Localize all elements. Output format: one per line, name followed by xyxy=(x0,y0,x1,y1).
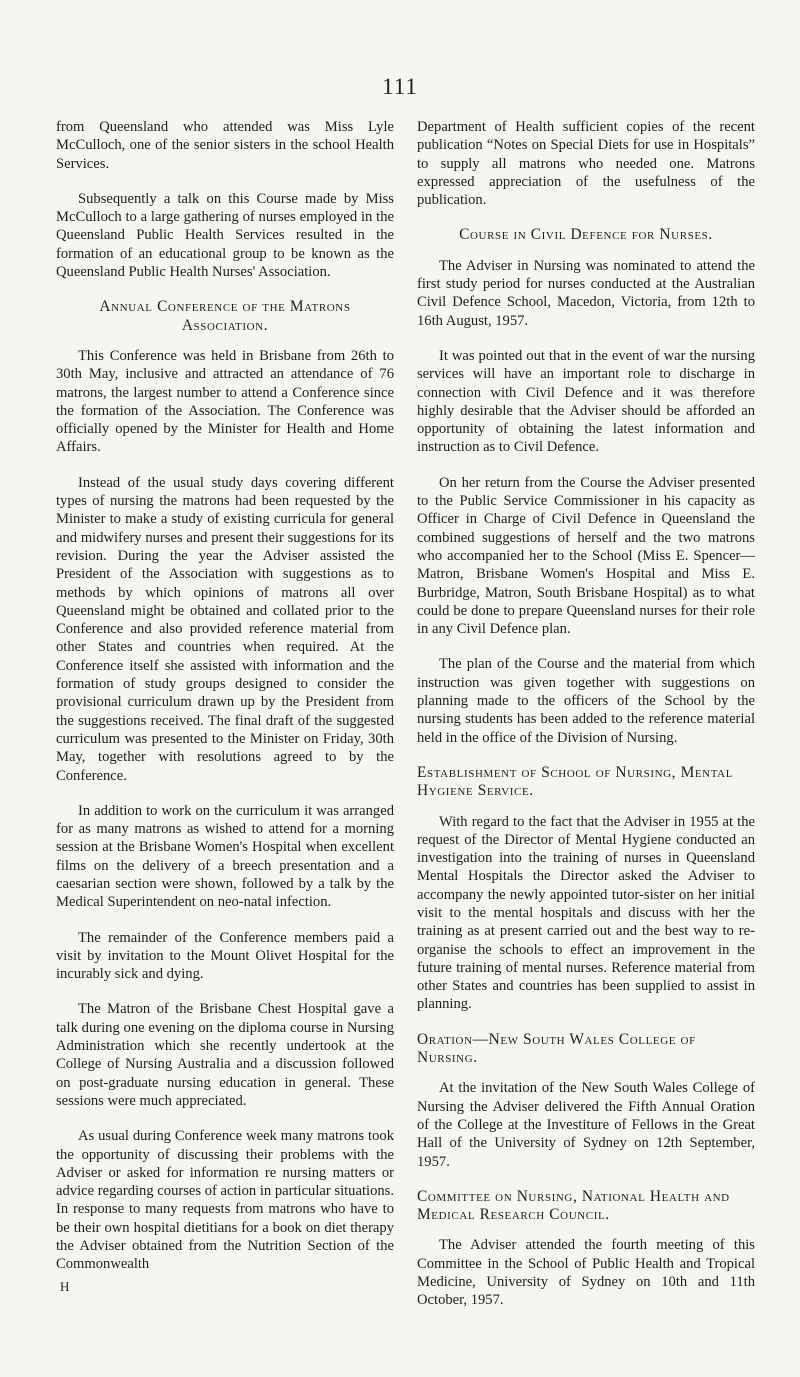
paragraph-conference-held: This Conference was held in Brisbane from 26th to 30th May, inclusive and attracted an attendance of 76 matrons, the largest number to attend a Conference since the formation of the Association. The Conference was officially opened by the Minister for Health and Home Affairs. xyxy=(56,347,394,456)
paragraph-nominated: The Adviser in Nursing was nominated to attend the first study period for nurses conducted at the Australian Civil Defence School, Macedon, Victoria, from 12th to 16th August, 1957. xyxy=(417,257,755,329)
heading-civil-defence: Course in Civil Defence for Nurses. xyxy=(459,226,713,244)
heading-mental-hygiene: Establishment of School of Nursing, Mental Hygiene Service. xyxy=(417,763,734,800)
paragraph-war-role: It was pointed out that in the event of war the nursing services will have an important role to discharge in connection with Civil Defence and it was therefore highly desirable that the Adviser should be afforded an opportunity of obtaining the latest information and instruction as to Civil Defence. xyxy=(417,347,755,456)
signature-mark: H xyxy=(60,1278,70,1294)
paragraph-mental-hospitals: With regard to the fact that the Adviser in 1955 at the request of the Director of Mental Hygiene conducted an investigation into the training of nurses in Queensland Mental Hospitals the Director asked the Adviser to accompany the newly appointed tutor-sister on her initial visit to the mental hospitals and discuss with her the training as at present carried out and the best way to re-organise the schools to effect an improvement in the future training of mental nurses. Reference material from other States and countries has been supplied to assist in planning. xyxy=(417,813,755,1013)
paragraph-public-health-nurses: Subsequently a talk on this Course made by Miss McCulloch to a large gathering of nurses employed in the Queensland Public Health Services resulted in the formation of an educational group to be known as the Queensland Public Health Nurses' Association. xyxy=(56,190,394,281)
paragraph-conference-week: As usual during Conference week many matrons took the opportunity of discussing their problems with the Adviser or asked for information re nursing matters or advice regarding courses of action in particular situations. In response to many requests from matrons who have to be their own hospital dietitians for a book on diet therapy the Adviser obtained from the Nutrition Section of the Commonwealth xyxy=(56,1128,394,1273)
left-column xyxy=(56,118,394,1296)
paragraph-chest-hospital: The Matron of the Brisbane Chest Hospital gave a talk during one evening on the diploma course in Nursing Administration which she recently undertook at the College of Nursing Australia and a discussion followed on post-graduate nursing education in general. These sessions were much appreciated. xyxy=(56,1001,394,1109)
paragraph-oration: At the invitation of the New South Wales College of Nursing the Adviser delivered the Fifth Annual Oration of the College at the Investiture of Fellows in the Great Hall of the University of Sydney on 12th September, 1957. xyxy=(417,1080,755,1170)
paragraph-mount-olivet: The remainder of the Conference members paid a visit by invitation to the Mount Olivet Hospital for the incurably sick and dying. xyxy=(56,929,394,983)
paragraph-return-from-course: On her return from the Course the Adviser presented to the Public Service Commissioner in his capacity as Officer in Charge of Civil Defence in Queensland the combined suggestions of herself and the two matrons who accompanied her to the School (Miss E. Spencer—Matron, Brisbane Women's Hospital and Miss E. Burbridge, Matron, South Brisbane Hospital) as to what could be done to prepare Queensland nurses for their role in any Civil Defence plan. xyxy=(417,474,755,638)
paragraph-curricula-study: Instead of the usual study days covering different types of nursing the matrons had been requested by the Minister to make a study of existing curricula for general and midwifery nurses and present their suggestions for its revision. During the year the Adviser assisted the President of the Association with suggestions as to methods by which opinions of matrons all over Queensland might be obtained and collated prior to the Conference and also provided reference material from other States and countries when required. At the Conference itself she assisted with information and the formation of study groups designed to consider the provisional curriculum drawn up by the President from the suggestions received. The final draft of the suggested curriculum was presented to the Minister on Friday, 30th May, together with resolutions agreed to by the Conference. xyxy=(56,474,394,784)
heading-committee: Committee on Nursing, National Health and Medical Research Council. xyxy=(417,1187,730,1224)
right-column xyxy=(417,118,755,1327)
heading-oration: Oration—New South Wales College of Nursing. xyxy=(417,1030,696,1067)
heading-matrons-conference: Annual Conference of the Matrons Association. xyxy=(99,298,351,334)
paragraph-special-diets: Department of Health sufficient copies of the recent publication “Notes on Special Diets for use in Hospitals” to supply all matrons who needed one. Matrons expressed appreciation of the usefulness of the publication. xyxy=(417,119,755,209)
page-number: 111 xyxy=(382,74,418,99)
paragraph-course-plan: The plan of the Course and the material from which instruction was given together with suggestions on planning made to the officers of the School by the nursing students has been added to the reference material held in the office of the Division of Nursing. xyxy=(417,656,755,746)
paragraph-morning-session: In addition to work on the curriculum it was arranged for as many matrons as wished to attend for a morning session at the Brisbane Women's Hospital when excellent films on the delivery of a breech presentation and a caesarian section were shown, followed by a talk by the Medical Superintendent on neo-natal infection. xyxy=(56,802,394,911)
paragraph-continuation: from Queensland who attended was Miss Lyle McCulloch, one of the senior sisters in the school Health Services. xyxy=(56,119,394,172)
paragraph-committee-meeting: The Adviser attended the fourth meeting of this Committee in the School of Public Health and Tropical Medicine, University of Sydney on 10th and 11th October, 1957. xyxy=(417,1237,755,1309)
